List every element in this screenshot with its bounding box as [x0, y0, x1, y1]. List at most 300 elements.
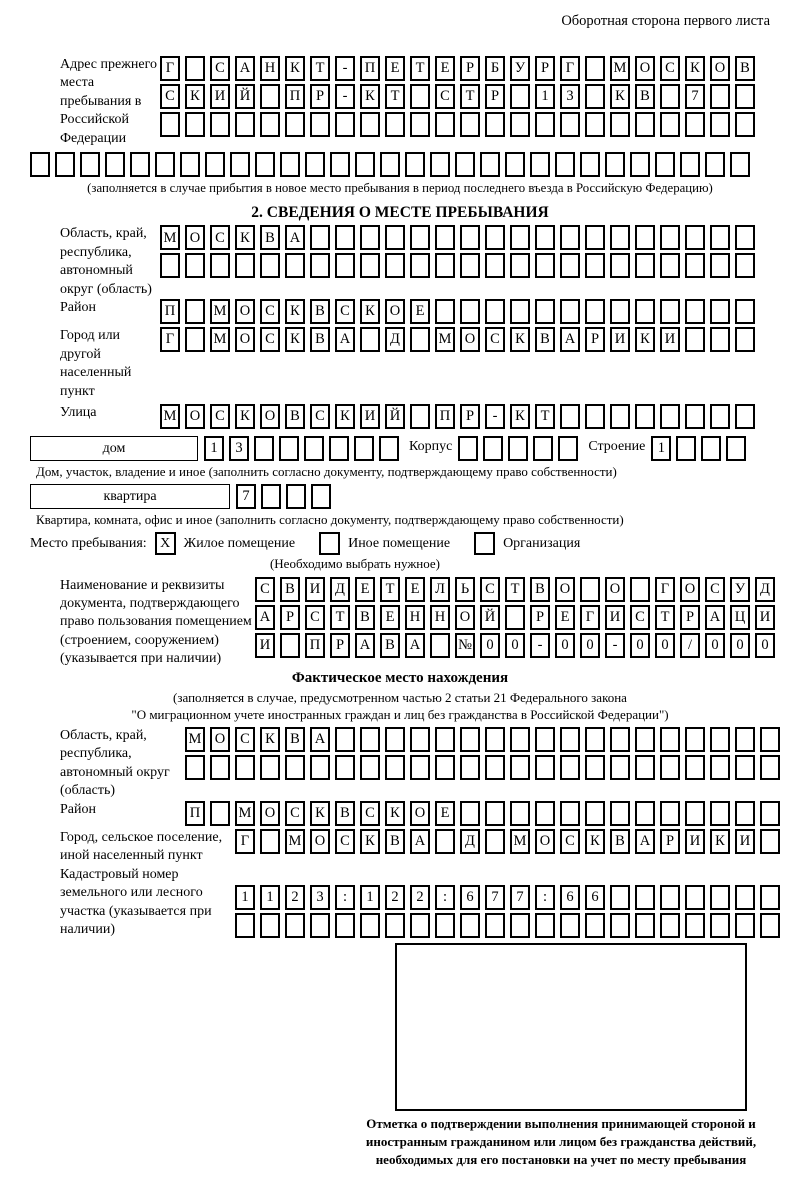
char-cell[interactable] — [710, 225, 730, 250]
char-cell[interactable] — [660, 404, 680, 429]
char-cell[interactable] — [455, 152, 475, 177]
char-cell[interactable]: Р — [585, 327, 605, 352]
char-cell[interactable]: С — [260, 327, 280, 352]
char-cell[interactable] — [510, 727, 530, 752]
char-cell[interactable] — [210, 112, 230, 137]
char-cell[interactable]: 0 — [555, 633, 575, 658]
char-cell[interactable]: 3 — [310, 885, 330, 910]
char-cell[interactable] — [260, 829, 280, 854]
char-cell[interactable] — [610, 404, 630, 429]
char-cell[interactable] — [605, 152, 625, 177]
char-cell[interactable] — [685, 404, 705, 429]
char-cell[interactable]: 1 — [235, 885, 255, 910]
char-cell[interactable] — [360, 112, 380, 137]
char-cell[interactable]: Р — [330, 633, 350, 658]
char-cell[interactable] — [508, 436, 528, 461]
char-cell[interactable]: К — [685, 56, 705, 81]
char-cell[interactable]: Й — [385, 404, 405, 429]
char-cell[interactable]: А — [410, 829, 430, 854]
char-cell[interactable] — [505, 152, 525, 177]
char-cell[interactable]: Т — [410, 56, 430, 81]
char-cell[interactable]: 1 — [535, 84, 555, 109]
char-cell[interactable] — [260, 913, 280, 938]
char-cell[interactable] — [260, 112, 280, 137]
char-cell[interactable] — [405, 152, 425, 177]
char-cell[interactable]: П — [305, 633, 325, 658]
char-cell[interactable]: - — [335, 84, 355, 109]
char-cell[interactable]: Е — [380, 605, 400, 630]
char-cell[interactable] — [760, 801, 780, 826]
char-cell[interactable] — [560, 112, 580, 137]
char-cell[interactable] — [304, 436, 324, 461]
char-cell[interactable] — [710, 299, 730, 324]
char-cell[interactable]: А — [405, 633, 425, 658]
char-cell[interactable] — [435, 913, 455, 938]
char-cell[interactable]: С — [160, 84, 180, 109]
char-cell[interactable] — [105, 152, 125, 177]
char-cell[interactable] — [460, 913, 480, 938]
char-cell[interactable] — [285, 755, 305, 780]
char-cell[interactable]: Ц — [730, 605, 750, 630]
char-cell[interactable] — [510, 801, 530, 826]
char-cell[interactable] — [385, 225, 405, 250]
char-cell[interactable] — [330, 152, 350, 177]
char-cell[interactable] — [760, 829, 780, 854]
char-cell[interactable] — [655, 152, 675, 177]
char-cell[interactable]: С — [305, 605, 325, 630]
char-cell[interactable]: А — [705, 605, 725, 630]
char-cell[interactable] — [310, 253, 330, 278]
char-cell[interactable] — [310, 913, 330, 938]
char-cell[interactable] — [585, 801, 605, 826]
char-cell[interactable] — [735, 885, 755, 910]
char-cell[interactable] — [685, 327, 705, 352]
char-cell[interactable] — [435, 299, 455, 324]
char-cell[interactable] — [485, 801, 505, 826]
char-cell[interactable] — [410, 225, 430, 250]
char-cell[interactable] — [535, 801, 555, 826]
char-cell[interactable]: О — [635, 56, 655, 81]
char-cell[interactable]: Й — [480, 605, 500, 630]
char-cell[interactable]: 0 — [580, 633, 600, 658]
char-cell[interactable]: Д — [385, 327, 405, 352]
char-cell[interactable] — [285, 913, 305, 938]
char-cell[interactable] — [630, 152, 650, 177]
char-cell[interactable] — [585, 913, 605, 938]
char-cell[interactable]: А — [255, 605, 275, 630]
char-cell[interactable]: К — [285, 56, 305, 81]
char-cell[interactable] — [329, 436, 349, 461]
char-cell[interactable]: О — [680, 577, 700, 602]
char-cell[interactable] — [210, 253, 230, 278]
char-cell[interactable] — [185, 755, 205, 780]
char-cell[interactable]: - — [530, 633, 550, 658]
char-cell[interactable]: И — [360, 404, 380, 429]
char-cell[interactable]: М — [160, 225, 180, 250]
char-cell[interactable] — [555, 152, 575, 177]
char-cell[interactable]: С — [660, 56, 680, 81]
char-cell[interactable] — [535, 755, 555, 780]
char-cell[interactable] — [685, 727, 705, 752]
char-cell[interactable] — [560, 727, 580, 752]
char-cell[interactable]: Т — [460, 84, 480, 109]
char-cell[interactable]: В — [385, 829, 405, 854]
char-cell[interactable] — [705, 152, 725, 177]
char-cell[interactable]: 1 — [360, 885, 380, 910]
char-cell[interactable]: К — [385, 801, 405, 826]
char-cell[interactable] — [410, 253, 430, 278]
char-cell[interactable] — [279, 436, 299, 461]
char-cell[interactable]: С — [360, 801, 380, 826]
char-cell[interactable] — [460, 253, 480, 278]
char-cell[interactable] — [660, 801, 680, 826]
char-cell[interactable] — [735, 404, 755, 429]
char-cell[interactable] — [635, 727, 655, 752]
char-cell[interactable] — [505, 605, 525, 630]
char-cell[interactable] — [610, 727, 630, 752]
char-cell[interactable] — [460, 755, 480, 780]
char-cell[interactable]: П — [185, 801, 205, 826]
char-cell[interactable] — [610, 801, 630, 826]
char-cell[interactable]: 2 — [385, 885, 405, 910]
char-cell[interactable] — [635, 112, 655, 137]
char-cell[interactable] — [710, 885, 730, 910]
char-cell[interactable] — [155, 152, 175, 177]
char-cell[interactable] — [335, 727, 355, 752]
char-cell[interactable]: С — [560, 829, 580, 854]
char-cell[interactable] — [660, 727, 680, 752]
char-cell[interactable]: П — [160, 299, 180, 324]
char-cell[interactable]: В — [310, 299, 330, 324]
char-cell[interactable]: В — [285, 727, 305, 752]
char-cell[interactable]: / — [680, 633, 700, 658]
char-cell[interactable] — [685, 885, 705, 910]
char-cell[interactable]: Г — [160, 56, 180, 81]
char-cell[interactable] — [660, 885, 680, 910]
char-cell[interactable] — [360, 913, 380, 938]
char-cell[interactable] — [160, 112, 180, 137]
char-cell[interactable]: О — [385, 299, 405, 324]
char-cell[interactable]: Р — [460, 404, 480, 429]
char-cell[interactable]: Е — [555, 605, 575, 630]
char-cell[interactable]: В — [380, 633, 400, 658]
char-cell[interactable] — [185, 112, 205, 137]
char-cell[interactable] — [610, 253, 630, 278]
char-cell[interactable]: К — [610, 84, 630, 109]
char-cell[interactable] — [435, 727, 455, 752]
char-cell[interactable]: Т — [535, 404, 555, 429]
char-cell[interactable] — [355, 152, 375, 177]
char-cell[interactable]: Ь — [455, 577, 475, 602]
char-cell[interactable]: О — [605, 577, 625, 602]
char-cell[interactable] — [435, 829, 455, 854]
char-cell[interactable]: Д — [460, 829, 480, 854]
char-cell[interactable] — [760, 885, 780, 910]
char-cell[interactable]: С — [255, 577, 275, 602]
char-cell[interactable]: М — [185, 727, 205, 752]
char-cell[interactable] — [285, 112, 305, 137]
char-cell[interactable] — [185, 327, 205, 352]
char-cell[interactable] — [560, 225, 580, 250]
char-cell[interactable]: К — [285, 327, 305, 352]
char-cell[interactable] — [685, 299, 705, 324]
char-cell[interactable] — [710, 727, 730, 752]
char-cell[interactable]: М — [160, 404, 180, 429]
char-cell[interactable]: 0 — [755, 633, 775, 658]
char-cell[interactable] — [510, 253, 530, 278]
char-cell[interactable]: К — [360, 84, 380, 109]
char-cell[interactable] — [410, 755, 430, 780]
char-cell[interactable]: 7 — [236, 484, 256, 509]
char-cell[interactable] — [685, 913, 705, 938]
char-cell[interactable] — [760, 913, 780, 938]
char-cell[interactable]: М — [285, 829, 305, 854]
char-cell[interactable] — [335, 112, 355, 137]
char-cell[interactable] — [130, 152, 150, 177]
char-cell[interactable]: К — [635, 327, 655, 352]
char-cell[interactable] — [710, 253, 730, 278]
char-cell[interactable] — [560, 299, 580, 324]
char-cell[interactable]: О — [210, 727, 230, 752]
char-cell[interactable] — [685, 755, 705, 780]
char-cell[interactable] — [535, 299, 555, 324]
char-cell[interactable] — [385, 755, 405, 780]
char-cell[interactable]: Р — [530, 605, 550, 630]
char-cell[interactable] — [560, 801, 580, 826]
char-cell[interactable] — [235, 913, 255, 938]
char-cell[interactable] — [80, 152, 100, 177]
char-cell[interactable] — [430, 633, 450, 658]
char-cell[interactable] — [533, 436, 553, 461]
char-cell[interactable] — [260, 253, 280, 278]
char-cell[interactable]: : — [435, 885, 455, 910]
char-cell[interactable] — [635, 253, 655, 278]
char-cell[interactable]: О — [185, 404, 205, 429]
char-cell[interactable]: 2 — [285, 885, 305, 910]
char-cell[interactable]: В — [355, 605, 375, 630]
char-cell[interactable] — [360, 225, 380, 250]
char-cell[interactable]: Р — [535, 56, 555, 81]
char-cell[interactable] — [410, 84, 430, 109]
char-cell[interactable] — [235, 755, 255, 780]
char-cell[interactable]: Р — [310, 84, 330, 109]
char-cell[interactable]: М — [610, 56, 630, 81]
char-cell[interactable] — [585, 253, 605, 278]
char-cell[interactable] — [585, 112, 605, 137]
char-cell[interactable]: А — [235, 56, 255, 81]
char-cell[interactable] — [535, 112, 555, 137]
char-cell[interactable] — [235, 112, 255, 137]
char-cell[interactable]: Т — [380, 577, 400, 602]
char-cell[interactable] — [185, 253, 205, 278]
char-cell[interactable]: В — [610, 829, 630, 854]
char-cell[interactable] — [460, 299, 480, 324]
char-cell[interactable]: С — [235, 727, 255, 752]
char-cell[interactable]: Т — [330, 605, 350, 630]
char-cell[interactable] — [635, 801, 655, 826]
char-cell[interactable] — [360, 755, 380, 780]
char-cell[interactable] — [701, 436, 721, 461]
char-cell[interactable] — [185, 299, 205, 324]
char-cell[interactable] — [635, 404, 655, 429]
char-cell[interactable] — [735, 112, 755, 137]
char-cell[interactable]: 7 — [485, 885, 505, 910]
char-cell[interactable]: Е — [435, 801, 455, 826]
char-cell[interactable] — [185, 56, 205, 81]
char-cell[interactable]: Н — [405, 605, 425, 630]
char-cell[interactable] — [435, 755, 455, 780]
char-cell[interactable]: В — [310, 327, 330, 352]
char-cell[interactable]: В — [635, 84, 655, 109]
char-cell[interactable]: Г — [235, 829, 255, 854]
char-cell[interactable] — [710, 327, 730, 352]
char-cell[interactable] — [354, 436, 374, 461]
char-cell[interactable]: И — [210, 84, 230, 109]
char-cell[interactable]: Н — [260, 56, 280, 81]
char-cell[interactable]: С — [630, 605, 650, 630]
char-cell[interactable]: 0 — [505, 633, 525, 658]
char-cell[interactable]: О — [710, 56, 730, 81]
char-cell[interactable] — [585, 755, 605, 780]
char-cell[interactable] — [530, 152, 550, 177]
char-cell[interactable] — [235, 253, 255, 278]
char-cell[interactable] — [255, 152, 275, 177]
char-cell[interactable]: О — [260, 801, 280, 826]
char-cell[interactable]: К — [360, 299, 380, 324]
char-cell[interactable] — [585, 404, 605, 429]
checkbox-residential[interactable]: X — [155, 532, 176, 555]
char-cell[interactable]: О — [455, 605, 475, 630]
char-cell[interactable]: А — [560, 327, 580, 352]
char-cell[interactable] — [735, 801, 755, 826]
char-cell[interactable]: 3 — [229, 436, 249, 461]
char-cell[interactable] — [585, 84, 605, 109]
char-cell[interactable]: 0 — [655, 633, 675, 658]
char-cell[interactable] — [635, 755, 655, 780]
char-cell[interactable] — [735, 755, 755, 780]
char-cell[interactable] — [335, 225, 355, 250]
char-cell[interactable]: : — [535, 885, 555, 910]
char-cell[interactable] — [580, 152, 600, 177]
char-cell[interactable]: О — [260, 404, 280, 429]
char-cell[interactable] — [560, 253, 580, 278]
char-cell[interactable] — [685, 112, 705, 137]
char-cell[interactable] — [685, 253, 705, 278]
char-cell[interactable]: 0 — [480, 633, 500, 658]
char-cell[interactable] — [730, 152, 750, 177]
char-cell[interactable]: М — [435, 327, 455, 352]
char-cell[interactable]: О — [235, 327, 255, 352]
char-cell[interactable] — [726, 436, 746, 461]
char-cell[interactable] — [735, 253, 755, 278]
char-cell[interactable]: : — [335, 885, 355, 910]
char-cell[interactable] — [310, 112, 330, 137]
char-cell[interactable] — [430, 152, 450, 177]
char-cell[interactable]: Г — [560, 56, 580, 81]
char-cell[interactable] — [660, 253, 680, 278]
char-cell[interactable]: М — [210, 299, 230, 324]
char-cell[interactable]: С — [260, 299, 280, 324]
char-cell[interactable]: Р — [660, 829, 680, 854]
char-cell[interactable]: Т — [385, 84, 405, 109]
char-cell[interactable] — [535, 225, 555, 250]
char-cell[interactable]: Р — [280, 605, 300, 630]
char-cell[interactable]: В — [260, 225, 280, 250]
char-cell[interactable] — [485, 299, 505, 324]
char-cell[interactable]: 1 — [651, 436, 671, 461]
char-cell[interactable]: С — [435, 84, 455, 109]
char-cell[interactable]: А — [310, 727, 330, 752]
char-cell[interactable] — [460, 801, 480, 826]
char-cell[interactable]: С — [480, 577, 500, 602]
char-cell[interactable] — [580, 577, 600, 602]
char-cell[interactable] — [360, 327, 380, 352]
char-cell[interactable] — [485, 755, 505, 780]
char-cell[interactable] — [635, 299, 655, 324]
char-cell[interactable] — [385, 727, 405, 752]
char-cell[interactable] — [585, 56, 605, 81]
char-cell[interactable]: Е — [385, 56, 405, 81]
char-cell[interactable]: К — [185, 84, 205, 109]
char-cell[interactable]: П — [360, 56, 380, 81]
char-cell[interactable]: Е — [410, 299, 430, 324]
char-cell[interactable] — [535, 913, 555, 938]
char-cell[interactable] — [585, 727, 605, 752]
char-cell[interactable]: Т — [505, 577, 525, 602]
char-cell[interactable]: У — [510, 56, 530, 81]
char-cell[interactable] — [379, 436, 399, 461]
char-cell[interactable]: - — [485, 404, 505, 429]
char-cell[interactable] — [635, 913, 655, 938]
char-cell[interactable] — [560, 404, 580, 429]
char-cell[interactable] — [510, 112, 530, 137]
char-cell[interactable] — [735, 913, 755, 938]
char-cell[interactable] — [160, 253, 180, 278]
char-cell[interactable] — [360, 727, 380, 752]
char-cell[interactable]: Р — [460, 56, 480, 81]
char-cell[interactable]: М — [210, 327, 230, 352]
char-cell[interactable] — [610, 913, 630, 938]
char-cell[interactable]: К — [360, 829, 380, 854]
char-cell[interactable] — [311, 484, 331, 509]
char-cell[interactable]: - — [605, 633, 625, 658]
char-cell[interactable]: В — [280, 577, 300, 602]
char-cell[interactable]: А — [335, 327, 355, 352]
char-cell[interactable]: И — [735, 829, 755, 854]
char-cell[interactable]: Д — [330, 577, 350, 602]
char-cell[interactable]: К — [510, 404, 530, 429]
char-cell[interactable]: К — [285, 299, 305, 324]
char-cell[interactable]: С — [285, 801, 305, 826]
char-cell[interactable] — [660, 84, 680, 109]
char-cell[interactable] — [385, 253, 405, 278]
char-cell[interactable]: 2 — [410, 885, 430, 910]
char-cell[interactable]: К — [235, 225, 255, 250]
char-cell[interactable] — [660, 913, 680, 938]
char-cell[interactable]: О — [185, 225, 205, 250]
char-cell[interactable]: К — [510, 327, 530, 352]
char-cell[interactable]: И — [685, 829, 705, 854]
char-cell[interactable]: А — [635, 829, 655, 854]
char-cell[interactable] — [460, 225, 480, 250]
char-cell[interactable]: И — [605, 605, 625, 630]
char-cell[interactable]: Г — [580, 605, 600, 630]
char-cell[interactable] — [585, 299, 605, 324]
char-cell[interactable]: К — [235, 404, 255, 429]
char-cell[interactable] — [385, 913, 405, 938]
char-cell[interactable] — [685, 801, 705, 826]
char-cell[interactable]: И — [660, 327, 680, 352]
